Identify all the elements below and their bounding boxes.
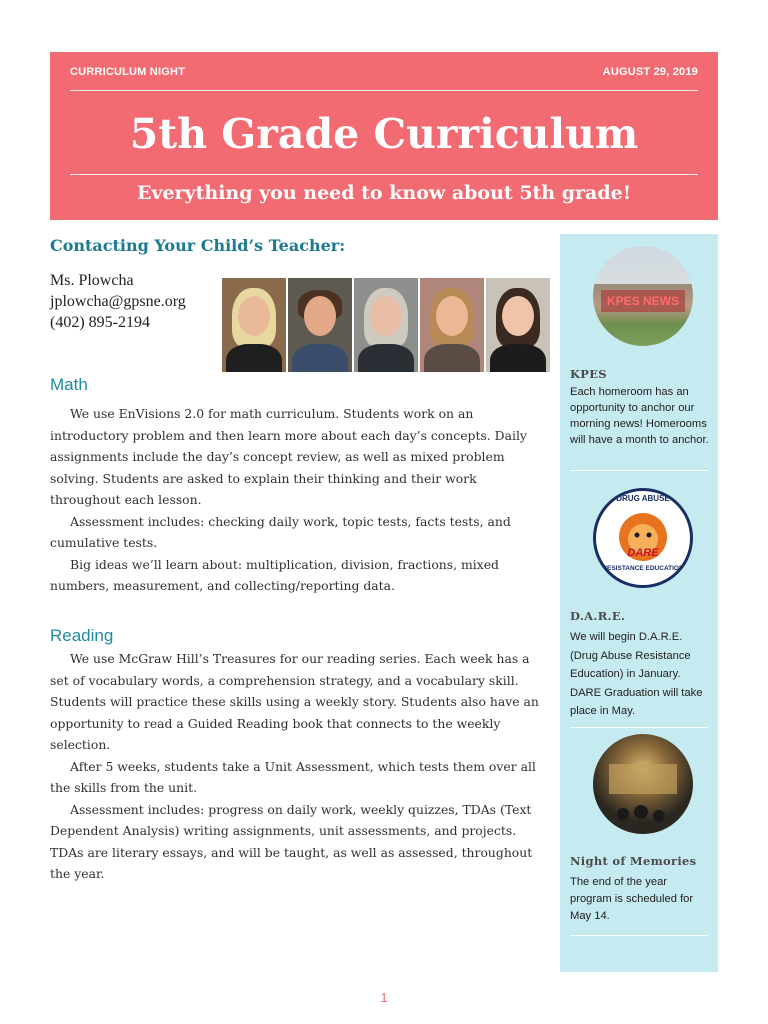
teacher-photo [354, 278, 418, 372]
dare-logo-text: DARE [627, 547, 659, 559]
memories-title: Night of Memories [570, 854, 697, 868]
reading-paragraph: After 5 weeks, students take a Unit Assessment, which tests them over all the skills from the unit. [50, 758, 536, 795]
math-paragraph: Big ideas we’ll learn about: multiplication, division, fractions, mixed numbers, measurement, and collecting/reporting data. [50, 556, 499, 593]
teacher-photo [420, 278, 484, 372]
math-paragraph: Assessment includes: checking daily work, topic tests, facts tests, and cumulative tests. [50, 513, 511, 550]
teacher-photo [486, 278, 550, 372]
math-paragraph: We use EnVisions 2.0 for math curriculum. Students work on an introductory problem and then learn more about each day’s concepts. Daily assignments include the day’s concept review, as well as mixed problem solving. Students are asked to explain their thinking and their work throughout each lesson. [50, 406, 527, 507]
banner-divider-bottom [70, 174, 698, 175]
dare-text: We will begin D.A.R.E. (Drug Abuse Resistance Education) in January. DARE Graduation will take place in May. [570, 631, 703, 717]
stage-icon [593, 734, 693, 834]
teacher-name: Ms. Plowcha [50, 272, 134, 289]
teacher-photo [222, 278, 286, 372]
dare-logo-top-text: DRUG ABUSE [616, 494, 670, 503]
kpes-news-sign: KPES NEWS [606, 294, 679, 308]
night-of-memories-image [593, 734, 693, 834]
sidebar-divider [570, 727, 708, 728]
sidebar-divider [570, 935, 708, 936]
reading-paragraph: We use McGraw Hill’s Treasures for our reading series. Each week has a set of vocabulary words, a comprehension strategy, and a vocabulary skill. Students will practice these skills using a weekly story. Students also have an opportunity to read a Guided Reading book that connects to the weekly selection. [50, 651, 539, 752]
dare-logo [593, 488, 693, 588]
event-label: CURRICULUM NIGHT [70, 66, 186, 78]
page-subtitle: Everything you need to know about 5th grade! [136, 182, 632, 204]
dare-title: D.A.R.E. [570, 609, 626, 623]
teacher-photo [288, 278, 352, 372]
page-number: 1 [380, 990, 388, 1005]
header-banner [50, 52, 718, 220]
teacher-contact [50, 270, 186, 333]
page-title: 5th Grade Curriculum [129, 110, 639, 158]
kpes-news-image [593, 246, 693, 346]
reading-heading: Reading [50, 626, 114, 645]
teacher-email: jplowcha@gpsne.org [50, 293, 186, 310]
dare-logo-bottom-text: RESISTANCE EDUCATION [602, 565, 684, 572]
reading-section [50, 648, 546, 885]
sidebar-divider [570, 470, 708, 471]
teacher-phone: (402) 895-2194 [50, 314, 150, 331]
kpes-title: KPES [570, 367, 607, 381]
reading-paragraph: Assessment includes: progress on daily work, weekly quizzes, TDAs (Text Dependent Analysis) writing assignments, unit assessments, and projects. TDAs are literary essays, and will be taught, as well as assessed, throughout the year. [50, 801, 533, 881]
event-date: AUGUST 29, 2019 [602, 66, 698, 78]
math-heading: Math [50, 375, 88, 394]
teacher-photos [222, 278, 550, 372]
sidebar [560, 234, 718, 972]
banner-divider-top [70, 90, 698, 91]
contact-heading: Contacting Your Child’s Teacher: [50, 236, 346, 255]
kpes-text: Each homeroom has an opportunity to anchor our morning news! Homerooms will have a month to anchor. [570, 386, 709, 446]
math-section [50, 403, 546, 597]
memories-text: The end of the year program is scheduled for May 14. [570, 876, 694, 922]
